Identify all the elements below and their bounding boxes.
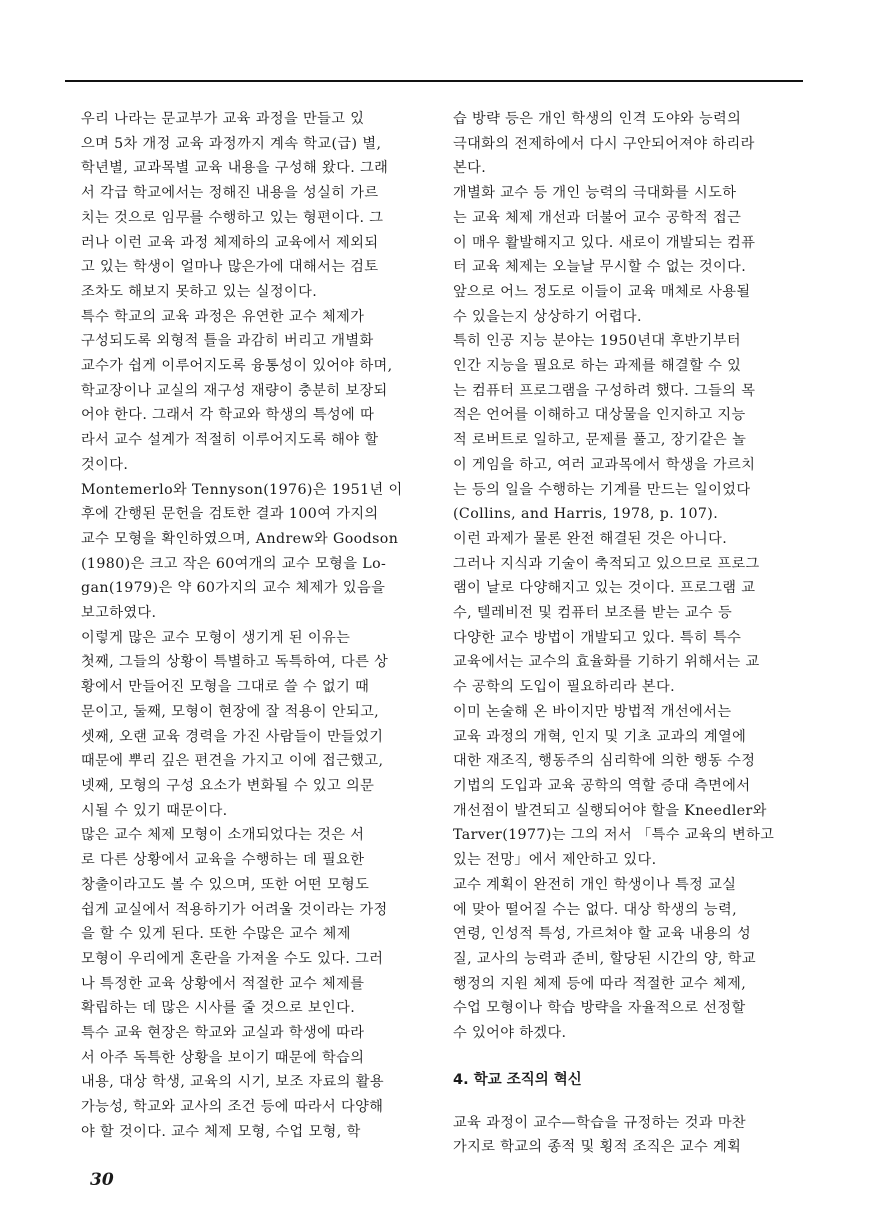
paragraph: 많은 교수 체제 모형이 소개되었다는 것은 서 로 다른 상황에서 교육을 수행하는 데 필요한 창출이라고도 볼 수 있으며, 또한 어떤 모형도 쉽게 교실에서 적용하기가 어려울 것이라는 가정 을 할 수 있게 된다. 또한 수많은 교수 체제 모형이 우리에게 혼란을 가져올 수도 있다. 그러 나 특정한 교육 상황에서 적절한 교수 체제를 확립하는 데 많은 시사를 줄 것으로 보인다. xyxy=(81,827,388,1017)
paragraph: Montemerlo와 Tennyson(1976)은 1951년 이 후에 간행된 문헌을 검토한 결과 100여 가지의 교수 모형을 확인하였으며, Andrew와 Goodson (1980)은 크고 작은 60여개의 교수 모형을 Lo- gan(1979)은 약 60가지의 교수 체제가 있음을 보고하였다. xyxy=(81,481,403,622)
paragraph: 이렇게 많은 교수 모형이 생기게 된 이유는 첫째, 그들의 상황이 특별하고 독특하여, 다른 상 황에서 만들어진 모형을 그대로 쓸 수 없기 때 문이고, 둘째, 모형이 현장에 잘 적용이 안되고, 셋째, 오랜 교육 경력을 가진 사람들이 만들었기 때문에 뿌리 깊은 편견을 가지고 이에 접근했고, 넷째, 모형의 구성 요소가 변화될 수 있고 의문 시될 수 있기 때문이다. xyxy=(81,629,389,819)
section-heading: 4. 학교 조직의 혁신 xyxy=(453,1071,582,1088)
paragraph: 특수 교육 현장은 학교와 교실과 학생에 따라 서 아주 독특한 상황을 보이기 때문에 학습의 내용, 대상 학생, 교육의 시기, 보조 자료의 활용 가능성, 학교와 교사의 조건 등에 따라서 다양해 야 할 것이다. 교수 체제 모형, 수업 모형, 학 xyxy=(81,1025,384,1140)
paragraph: 우리 나라는 문교부가 교육 과정을 만들고 있 으며 5차 개정 교육 과정까지 계속 학교(급) 별, 학년별, 교과목별 교육 내용을 구성해 왔다. 그래 서 각급 학교에서는 정해진 내용을 성실히 가르 치는 것으로 임무를 수행하고 있는 형편이다. 그 러나 이런 교육 과정 체제하의 교육에서 제외되 고 있는 학생이 얼마나 많은가에 대해서는 검토 조차도 해보지 못하고 있는 실정이다. xyxy=(81,111,389,300)
paragraph: 습 방략 등은 개인 학생의 인격 도야와 능력의 극대화의 전제하에서 다시 구안되어져야 하리라 본다. xyxy=(453,111,755,177)
paragraph: 이미 논술해 온 바이지만 방법적 개선에서는 교육 과정의 개혁, 인지 및 기초 교과의 계열에 대한 재조직, 행동주의 심리학에 의한 행동 수정 기법의 도입과 교육 공학의 역할 증대 측면에서 개선점이 발견되고 실행되어야 할을 Kneedler와 Tarver(1977)는 그의 저서 「특수 교육의 변하고 있는 전망」에서 제안하고 있다. xyxy=(453,703,775,869)
paragraph: 개별화 교수 등 개인 능력의 극대화를 시도하 는 교육 체제 개선과 더불어 교수 공학적 접근 이 매우 활발해지고 있다. 새로이 개발되는 컴퓨 터 교육 체제는 오늘날 무시할 수 없는 것이다. 앞으로 어느 정도로 이들이 교육 매체로 사용될 수 있을는지 상상하기 어렵다. xyxy=(453,185,756,325)
left-column xyxy=(81,107,427,1145)
paragraph: 교수 계획이 완전히 개인 학생이나 특정 교실 에 맞아 떨어질 수는 없다. 대상 학생의 능력, 연령, 인성적 특성, 가르쳐야 할 교육 내용의 성 질, 교사의 능력과 준비, 할당된 시간의 양, 학교 행정의 지원 체제 등에 따라 적절한 교수 체제, 수업 모형이나 학습 방략을 자율적으로 선정할 수 있어야 하겠다. xyxy=(453,876,756,1042)
right-column xyxy=(453,107,799,1160)
paragraph: 교육 과정이 교수—학습을 규정하는 것과 마찬 가지로 학교의 종적 및 횡적 조직은 교수 계획 xyxy=(453,1114,747,1156)
paragraph: 특수 학교의 교육 과정은 유연한 교수 체제가 구성되도록 외형적 틀을 과감히 버리고 개별화 교수가 쉽게 이루어지도록 융통성이 있어야 하며, 학교장이나 교실의 재구성 재량이 충분히 보장되 어야 한다. 그래서 각 학교와 학생의 특성에 따 라서 교수 설계가 적절히 이루어지도록 해야 할 것이다. xyxy=(81,308,393,473)
header-rule xyxy=(65,80,803,82)
paragraph: 특히 인공 지능 분야는 1950년대 후반기부터 인간 지능을 필요로 하는 과제를 해결할 수 있 는 컴퓨터 프로그램을 구성하려 했다. 그들의 목 적은 언어를 이해하고 대상물을 인지하고 지능 적 로버트로 일하고, 문제를 풀고, 장기같은 놀 이 게임을 하고, 여러 교과목에서 학생을 가르치 는 등의 일을 수행하는 기계를 만드는 일이었다 (Collins, and Harris, 1978, p. 107). xyxy=(453,333,756,523)
page-number: 30 xyxy=(90,1170,114,1190)
paragraph: 이런 과제가 물론 완전 해결된 것은 아니다. 그러나 지식과 기술이 축적되고 있으므로 프로그 램이 날로 다양해지고 있는 것이다. 프로그램 교 수, 텔레비전 및 컴퓨터 보조를 받는 교수 등 다양한 교수 방법이 개발되고 있다. 특히 특수 교육에서는 교수의 효율화를 기하기 위해서는 교 수 공학의 도입이 필요하리라 본다. xyxy=(453,530,760,696)
